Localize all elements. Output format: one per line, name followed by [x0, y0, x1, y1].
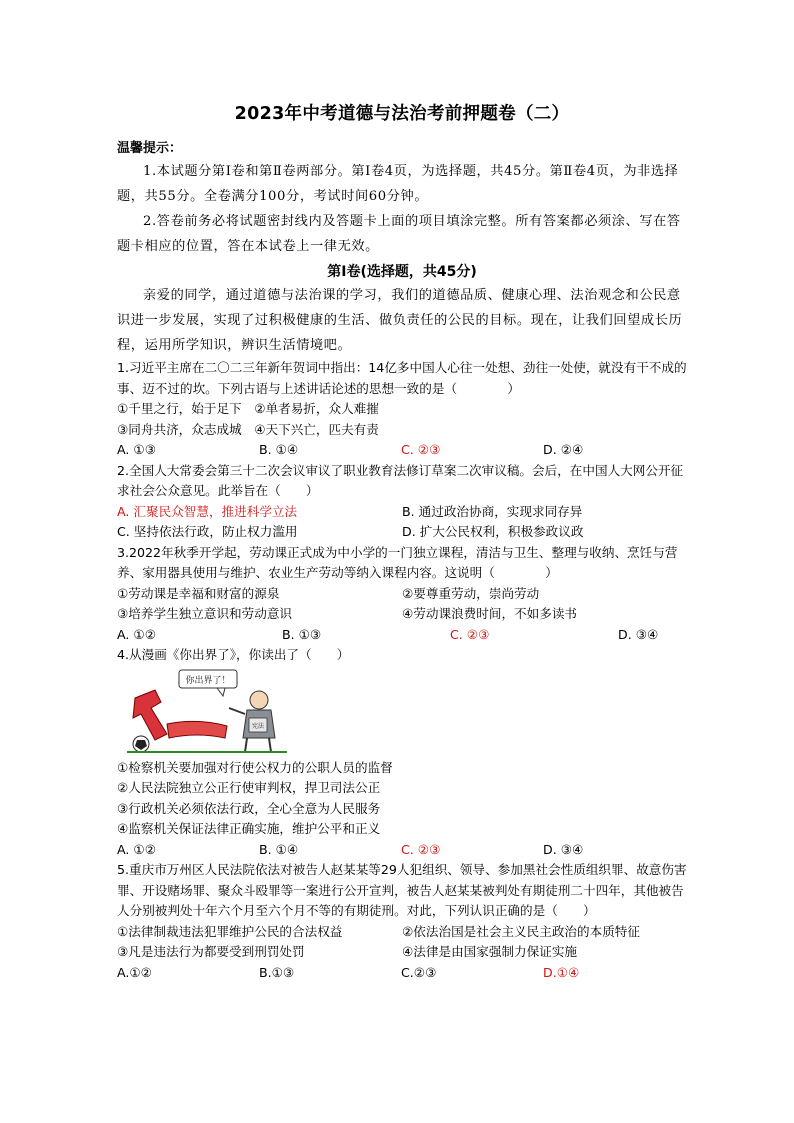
- section-intro: 亲爱的同学，通过道德与法治课的学习，我们的道德品质、健康心理、法治观念和公民意识进一步发展，实现了过积极健康的生活、做负责任的公民的目标。现在，让我们回望成长历程，运用所学知识，辨识生活情境吧。: [117, 288, 683, 353]
- option-d: D. ②④: [543, 442, 584, 457]
- statement-1: ①检察机关要加强对行使公权力的公职人员的监督: [117, 759, 393, 775]
- question-2: [117, 461, 687, 543]
- hint-paragraph-1: 1.本试题分第Ⅰ卷和第Ⅱ卷两部分。第Ⅰ卷4页，为选择题，共45分。第Ⅱ卷4页，为非选择题，共55分。全卷满分100分，考试时间60分钟。: [117, 164, 679, 204]
- statement-4: ④监察机关保证法律正确实施，维护公平和正义: [117, 821, 381, 836]
- statement-1: ①法律制裁违法犯罪维护公民的合法权益: [117, 923, 343, 939]
- statement-3: ③凡是违法行为都要受到刑罚处罚: [117, 944, 305, 959]
- option-b: B. 通过政治协商，实现求同存异: [402, 503, 583, 519]
- option-c: C.②③: [401, 964, 437, 980]
- options-row: [117, 625, 687, 646]
- statement-3: ③行政机关必须依法行政，全心全意为人民服务: [117, 800, 381, 816]
- hint-heading: 温馨提示：: [117, 141, 183, 156]
- option-a-answer: A. 汇聚民众智慧，推进科学立法: [117, 503, 298, 519]
- option-b: B.①③: [259, 964, 295, 980]
- cartoon-image: [127, 668, 287, 754]
- option-a: A. ①②: [117, 626, 156, 642]
- options-row: [117, 963, 687, 984]
- question-4: [117, 645, 687, 860]
- options-row: [117, 440, 687, 461]
- question-stem: 2.全国人大常委会第三十二次会议审议了职业教育法修订草案二次审议稿。会后，在中国人大网公开征求社会公众意见。此举旨在（ ）: [117, 462, 684, 498]
- statements-row: [117, 584, 687, 605]
- question-5: [117, 860, 687, 983]
- hint-paragraph-2: 2.答卷前务必将试题密封线内及答题卡上面的项目填涂完整。所有答案都必须涂、写在答题卡相应的位置，答在本试卷上一律无效。: [117, 214, 681, 254]
- statement-2: ②人民法院独立公正行使审判权，捍卫司法公正: [117, 780, 381, 795]
- statement-4: ④法律是由国家强制力保证实施: [402, 944, 578, 959]
- exam-page: [117, 100, 687, 983]
- section-title: 第Ⅰ卷(选择题，共45分): [327, 264, 477, 280]
- option-b: B. ①④: [259, 442, 299, 457]
- statement-1: ①劳动课是幸福和财富的源泉: [117, 585, 280, 601]
- statement-2: ②要尊重劳动，崇尚劳动: [402, 585, 540, 601]
- question-1: [117, 358, 687, 461]
- cartoon-badge-text: 宪法: [251, 722, 265, 730]
- option-d: D. ③④: [543, 841, 584, 857]
- options-row: [117, 522, 687, 543]
- statements-row: [117, 922, 687, 943]
- statement-line: ③同舟共济，众志成城 ④天下兴亡，匹夫有责: [117, 421, 379, 437]
- statement-2: ②依法治国是社会主义民主政治的本质特征: [402, 923, 640, 939]
- question-3: [117, 543, 687, 646]
- statement-4: ④劳动课浪费时间，不如多读书: [402, 606, 578, 621]
- option-d: D. ③④: [618, 626, 659, 642]
- option-d-answer: D.①④: [543, 964, 580, 980]
- cartoon-bubble-text: 你出界了！: [185, 675, 231, 686]
- statement-3: ③培养学生独立意识和劳动意识: [117, 606, 293, 621]
- statements-row: [117, 604, 687, 625]
- question-stem: 3.2022年秋季开学起，劳动课正式成为中小学的一门独立课程，清洁与卫生、整理与收纳、烹饪与营养、家用器具使用与维护、农业生产劳动等纳入课程内容。这说明（ ）: [117, 544, 678, 580]
- option-b: B. ①③: [282, 626, 322, 642]
- question-stem: 5.重庆市万州区人民法院依法对被告人赵某某等29人犯组织、领导、参加黑社会性质组织罪、故意伤害罪、开设赌场罪、聚众斗殴罪等一案进行公开宣判，被告人赵某某被判处有期徒刑二十四年，其他被告人分别被判处十年六个月至六个月不等的有期徒刑。对此，下列认识正确的是（ ）: [117, 862, 687, 918]
- statements-row: [117, 942, 687, 963]
- page-title: 2023年中考道德与法治考前押题卷（二）: [234, 104, 570, 124]
- option-a: A.①②: [117, 964, 152, 980]
- options-row: [117, 502, 687, 523]
- option-c-answer: C. ②③: [401, 841, 441, 857]
- option-a: A. ①②: [117, 841, 156, 857]
- option-d: D. 扩大公民权利，积极参政议政: [402, 524, 584, 539]
- option-c-answer: C. ②③: [450, 626, 490, 642]
- option-a: A. ①③: [117, 442, 156, 457]
- option-c-answer: C. ②③: [401, 442, 441, 457]
- statement-line: ①千里之行，始于足下 ②单者易折，众人难摧: [117, 401, 379, 416]
- options-row: [117, 840, 687, 861]
- question-stem: 1.习近平主席在二〇二三年新年贺词中指出：14亿多中国人心往一处想、劲往一处使，就没有干不成的事、迈不过的坎。下列古语与上述讲话论述的思想一致的是（ ）: [117, 360, 687, 396]
- option-c: C. 坚持依法行政，防止权力滥用: [117, 524, 298, 539]
- question-stem: 4.从漫画《你出界了》，你读出了（ ）: [117, 647, 350, 662]
- option-b: B. ①④: [259, 841, 299, 857]
